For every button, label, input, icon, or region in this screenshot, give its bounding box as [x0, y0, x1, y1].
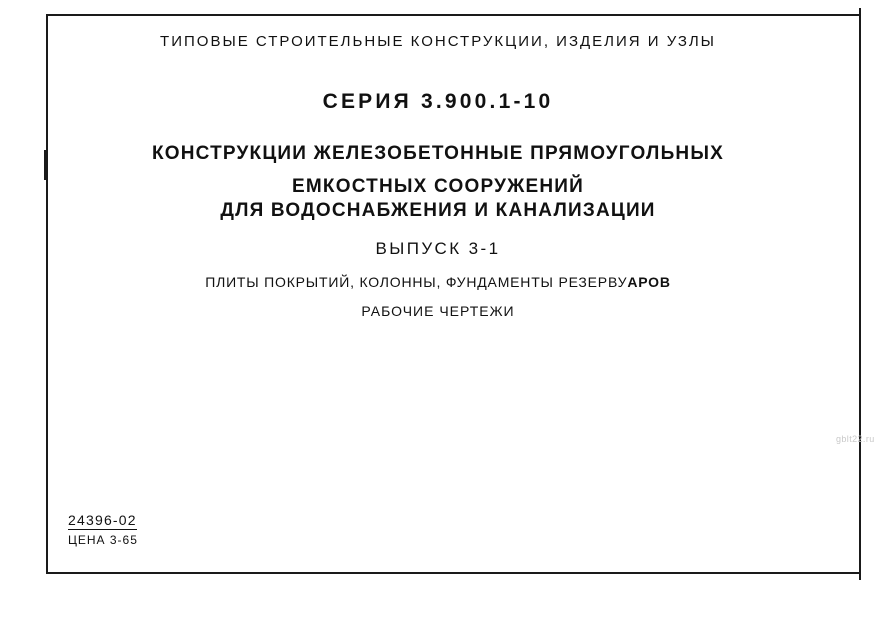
series-number: СЕРИЯ 3.900.1-10	[322, 90, 554, 113]
main-title-line-2: ЕМКОСТНЫХ СООРУЖЕНИЙ	[292, 176, 584, 197]
series-subtitle: ТИПОВЫЕ СТРОИТЕЛЬНЫЕ КОНСТРУКЦИИ, ИЗДЕЛИЯ И УЗЛЫ	[160, 33, 716, 50]
contents-line-head: ПЛИТЫ ПОКРЫТИЙ, КОЛОННЫ, ФУНДАМЕНТЫ РЕЗЕРВУ	[205, 274, 628, 290]
document-code-number: 24396-02	[68, 512, 137, 528]
main-title-line-1: КОНСТРУКЦИИ ЖЕЛЕЗОБЕТОННЫЕ ПРЯМОУГОЛЬНЫХ	[151, 143, 725, 164]
contents-line-tail: АРОВ	[627, 274, 671, 290]
drawings-label: РАБОЧИЕ ЧЕРТЕЖИ	[361, 303, 515, 319]
watermark-text: gblt22.ru	[836, 434, 875, 444]
issue-number: ВЫПУСК 3-1	[375, 239, 501, 258]
main-title-line-3: ДЛЯ ВОДОСНАБЖЕНИЯ И КАНАЛИЗАЦИИ	[220, 200, 656, 221]
contents-line	[0, 274, 876, 290]
document-price: ЦЕНА 3-65	[68, 533, 138, 547]
document-code-block	[68, 512, 138, 547]
edge-tick-right-bottom	[859, 530, 861, 580]
